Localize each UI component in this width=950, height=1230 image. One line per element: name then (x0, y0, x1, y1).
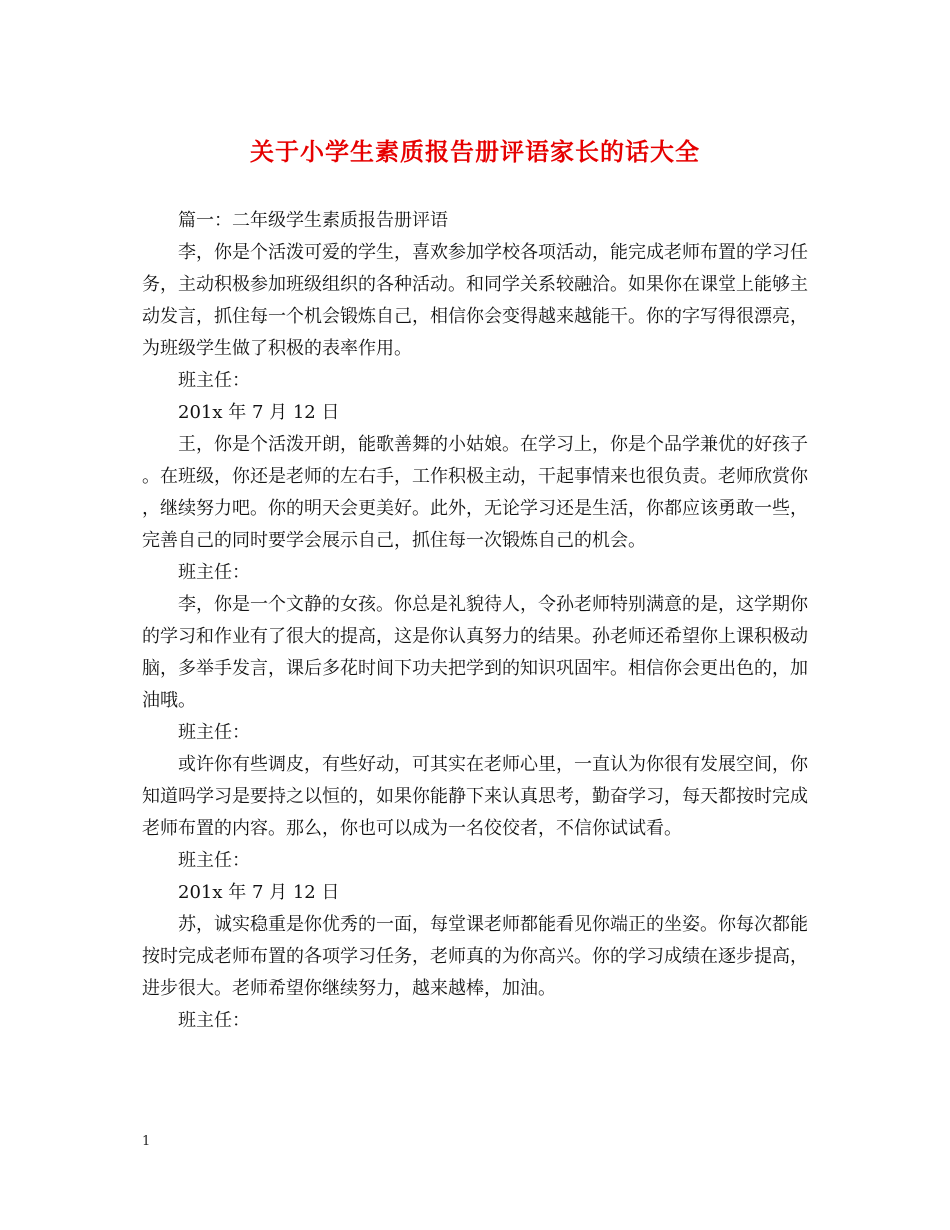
section-heading: 篇一：二年级学生素质报告册评语 (178, 210, 448, 231)
comment-paragraph: 或许你有些调皮，有些好动，可其实在老师心里，一直认为你很有发展空间，你知道吗学习是要持之以恒的，如果你能静下来认真思考，勤奋学习，每天都按时完成老师布置的内容。那么，你也可以成为一名佼佼者，不信你试试看。 (142, 754, 808, 839)
teacher-signature-line: 班主任： (178, 1010, 250, 1031)
document-title: 关于小学生素质报告册评语家长的话大全 (250, 137, 700, 166)
document-body (142, 205, 822, 1037)
comment-paragraph: 李，你是个活泼可爱的学生，喜欢参加学校各项活动，能完成老师布置的学习任务，主动积极参加班级组织的各种活动。和同学关系较融洽。如果你在课堂上能够主动发言，抓住每一个机会锻炼自己，相信你会变得越来越能干。你的字写得很漂亮，为班级学生做了积极的表率作用。 (142, 242, 808, 359)
teacher-signature-line: 班主任： (178, 370, 250, 391)
teacher-signature-line: 班主任： (178, 562, 250, 583)
page-number: 1 (142, 1134, 151, 1149)
date-line: 201x 年 7 月 12 日 (178, 882, 340, 903)
comment-paragraph: 苏，诚实稳重是你优秀的一面，每堂课老师都能看见你端正的坐姿。你每次都能按时完成老师布置的各项学习任务，老师真的为你高兴。你的学习成绩在逐步提高，进步很大。老师希望你继续努力，越来越棒，加油。 (142, 914, 808, 999)
comment-paragraph: 李，你是一个文静的女孩。你总是礼貌待人，令孙老师特别满意的是，这学期你的学习和作业有了很大的提高，这是你认真努力的结果。孙老师还希望你上课积极动脑，多举手发言，课后多花时间下功夫把学到的知识巩固牢。相信你会更出色的，加油哦。 (142, 594, 808, 711)
comment-paragraph: 王，你是个活泼开朗，能歌善舞的小姑娘。在学习上，你是个品学兼优的好孩子。在班级，你还是老师的左右手，工作积极主动，干起事情来也很负责。老师欣赏你，继续努力吧。你的明天会更美好。此外，无论学习还是生活，你都应该勇敢一些，完善自己的同时要学会展示自己，抓住每一次锻炼自己的机会。 (142, 434, 808, 551)
teacher-signature-line: 班主任： (178, 850, 250, 871)
date-line: 201x 年 7 月 12 日 (178, 402, 340, 423)
teacher-signature-line: 班主任： (178, 722, 250, 743)
